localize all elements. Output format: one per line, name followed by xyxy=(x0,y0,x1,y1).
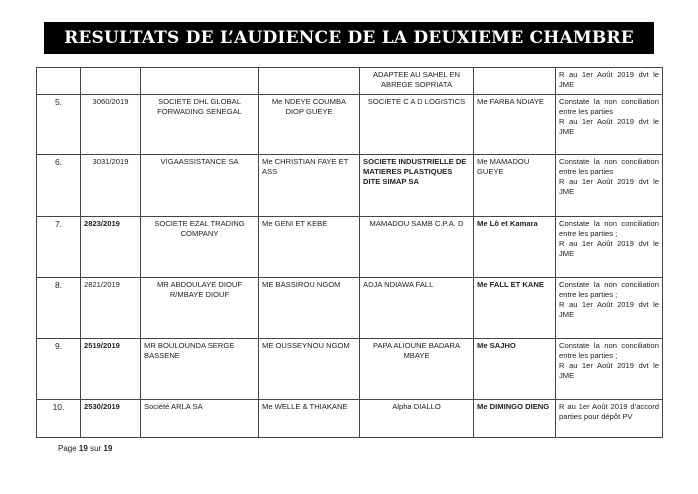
defendant: PAPA ALIOUNE BADARA MBAYE xyxy=(360,339,474,400)
plaintiff-counsel: Me CHRISTIAN FAYE ET ASS xyxy=(259,155,360,217)
docket-number: 2519/2019 xyxy=(81,339,141,400)
decision xyxy=(556,68,663,95)
case-number: 6. xyxy=(37,155,81,217)
decision xyxy=(556,155,663,217)
table-row xyxy=(37,339,663,400)
current-page: 19 xyxy=(78,444,88,453)
total-pages: 19 xyxy=(103,444,113,453)
plaintiff-counsel: Me GENI ET KEBE xyxy=(259,217,360,278)
decision xyxy=(556,339,663,400)
table-row xyxy=(37,68,663,95)
decision-line: Constate la non conciliation entre les parties ; xyxy=(559,219,659,238)
table-row xyxy=(37,278,663,339)
case-number: 10. xyxy=(37,400,81,438)
plaintiff-counsel: Me NDEYE COUMBA DIOP GUEYE xyxy=(259,95,360,155)
decision xyxy=(556,278,663,339)
plaintiff: MR BOULOUNDA SERGE BASSENE xyxy=(141,339,259,400)
plaintiff: MR ABDOULAYE DIOUF R/MBAYE DIOUF xyxy=(141,278,259,339)
defendant: SOCIETE C A D LOGISTICS xyxy=(360,95,474,155)
decision xyxy=(556,400,663,438)
docket-number: 2821/2019 xyxy=(81,278,141,339)
defendant-counsel xyxy=(474,68,556,95)
plaintiff xyxy=(141,68,259,95)
docket-number xyxy=(81,68,141,95)
case-number: 9. xyxy=(37,339,81,400)
decision-line: R au 1er Août 2019 dvt le JME xyxy=(559,300,659,319)
docket-number: 2530/2019 xyxy=(81,400,141,438)
decision-line: Constate la non conciliation entre les parties xyxy=(559,157,659,176)
defendant-counsel: Me FARBA NDIAYE xyxy=(474,95,556,155)
table-row xyxy=(37,400,663,438)
defendant-counsel: Me SAJHO xyxy=(474,339,556,400)
chamber-results-title: RESULTATS DE L’AUDIENCE DE LA DEUXIEME CHAMBRE xyxy=(44,22,654,54)
decision-line: Constate la non conciliation entre les parties ; xyxy=(559,341,659,360)
plaintiff-counsel: ME BASSIROU NGOM xyxy=(259,278,360,339)
decision-line: R au 1er Août 2019 dvt le JME xyxy=(559,177,659,196)
footer-prefix: Page xyxy=(58,444,77,453)
defendant: ADJA NDIAWA FALL xyxy=(360,278,474,339)
footer-separator: sur xyxy=(90,444,102,453)
docket-number: 2823/2019 xyxy=(81,217,141,278)
defendant-counsel: Me MAMADOU GUEYE xyxy=(474,155,556,217)
defendant: ADAPTEE AU SAHEL EN ABREGE SOPRIATA xyxy=(360,68,474,95)
decision xyxy=(556,95,663,155)
table-row xyxy=(37,95,663,155)
decision xyxy=(556,217,663,278)
decision-line: R au 1er Août 2019 dvt le JME xyxy=(559,117,659,136)
decision-line: R au 1er Août 2019 dvt le JME xyxy=(559,70,659,89)
decision-line: R au 1er Août 2019 dvt le JME xyxy=(559,239,659,258)
defendant-counsel: Me DIMINGO DIENG xyxy=(474,400,556,438)
decision-line: R au 1er Août 2019 dvt le JME xyxy=(559,361,659,380)
decision-line: R au 1er Août 2019 d’accord parties pour dépôt PV xyxy=(559,402,659,421)
hearing-results-table xyxy=(36,67,663,438)
decision-line: Constate la non conciliation entre les parties xyxy=(559,97,659,116)
case-number: 7. xyxy=(37,217,81,278)
defendant: MAMADOU SAMB C.P.A. D xyxy=(360,217,474,278)
plaintiff: Société ARLA SA xyxy=(141,400,259,438)
case-number xyxy=(37,68,81,95)
docket-number: 3031/2019 xyxy=(81,155,141,217)
page-footer xyxy=(58,444,112,453)
plaintiff: VIGAASSISTANCE SA xyxy=(141,155,259,217)
decision-line: Constate la non conciliation entre les parties ; xyxy=(559,280,659,299)
plaintiff-counsel: ME OUSSEYNOU NGOM xyxy=(259,339,360,400)
defendant: Alpha DIALLO xyxy=(360,400,474,438)
table-row xyxy=(37,217,663,278)
defendant-counsel: Me Lô et Kamara xyxy=(474,217,556,278)
case-number: 5. xyxy=(37,95,81,155)
plaintiff-counsel: Me WELLE & THIAKANE xyxy=(259,400,360,438)
plaintiff: SOCIETE DHL GLOBAL FORWADING SENEGAL xyxy=(141,95,259,155)
plaintiff: SOCIETE EZAL TRADING COMPANY xyxy=(141,217,259,278)
plaintiff-counsel xyxy=(259,68,360,95)
table-row xyxy=(37,155,663,217)
defendant-counsel: Me FALL ET KANE xyxy=(474,278,556,339)
case-number: 8. xyxy=(37,278,81,339)
docket-number: 3060/2019 xyxy=(81,95,141,155)
defendant: SOCIETE INDUSTRIELLE DE MATIERES PLASTIQUES DITE SIMAP SA xyxy=(360,155,474,217)
